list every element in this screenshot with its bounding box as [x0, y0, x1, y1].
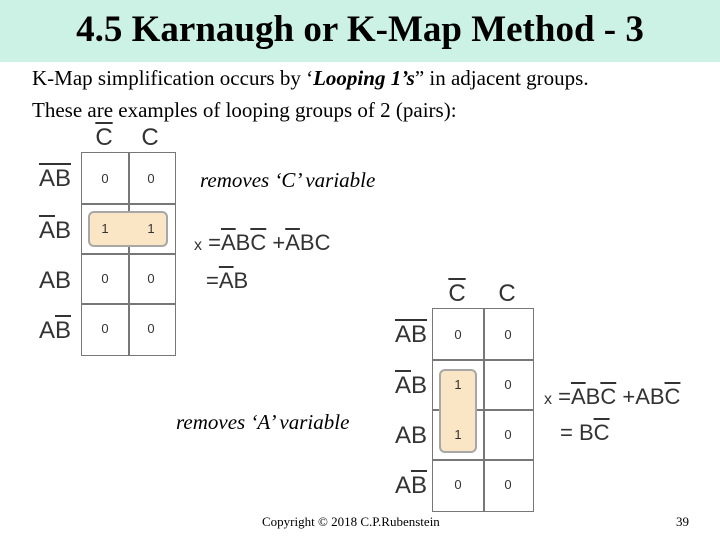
kmap-1-row-label-2: $\overline{A}B$: [38, 217, 72, 244]
kmap-1-row-label-4: $A\overline{B}$: [38, 317, 72, 344]
kmap-1-cell: 0: [101, 320, 109, 336]
page-number: 39: [676, 514, 689, 529]
kmap-1-row-label-3: AB: [38, 267, 71, 294]
kmap-1: [34, 124, 364, 364]
kmap-1-cell: 0: [147, 320, 155, 336]
kmap-2-cell: 0: [504, 376, 512, 392]
kmap-2-expression-1: $x =\overline{A}B\overline{C} +AB\overline{C}$: [544, 384, 681, 409]
kmap-2-cell: 1: [454, 426, 462, 442]
kmap-2-cell: 1: [454, 376, 462, 392]
kmap-2-row-label-3: AB: [394, 422, 427, 449]
kmap-1-cell: 0: [101, 170, 109, 186]
slide-title: 4.5 Karnaugh or K-Map Method - 3: [76, 9, 644, 50]
intro-line-1-emphasis: Looping 1’s: [313, 66, 415, 90]
intro-line-1-suffix: ” in adjacent groups.: [414, 66, 589, 90]
intro-line-1: [32, 66, 589, 91]
kmap-1-cell: 0: [147, 170, 155, 186]
kmap-2-cell: 0: [504, 326, 512, 342]
kmap-1-cell: 0: [147, 270, 155, 286]
kmap-1-cell: 0: [101, 270, 109, 286]
kmap-1-col-label-2: C: [141, 124, 159, 151]
intro-line-2: These are examples of looping groups of 2 (pairs):: [32, 98, 457, 122]
kmap-2-cell: 0: [504, 426, 512, 442]
kmap-1-grid: [81, 152, 176, 356]
kmap-2-row-label-4: $A\overline{B}$: [394, 472, 428, 499]
kmap-2-cell: 0: [454, 476, 462, 492]
kmap-2-cell: 0: [504, 476, 512, 492]
kmap-1-cell: 1: [101, 220, 109, 236]
kmap-2: [392, 280, 712, 512]
copyright-footer: Copyright © 2018 C.P.Rubenstein: [262, 514, 440, 529]
kmap-1-note: removes ‘C’ variable: [200, 168, 376, 192]
kmap-1-expression-2: $=\overline{A}B$: [206, 268, 249, 293]
kmap-2-row-label-2: $\overline{A}B$: [394, 372, 428, 399]
kmap-2-grid: [432, 308, 534, 512]
kmap-2-row-label-1: $\overline{A}\overline{B}$: [394, 321, 428, 348]
kmap-1-row-label-1: $\overline{A}\overline{B}$: [38, 165, 72, 192]
kmap-1-expression-1: $x =\overline{A}B\overline{C} +\overline{A}BC$: [194, 230, 331, 255]
kmap-2-col-label-1: $\overline{C}$: [448, 280, 466, 307]
kmap-2-note: removes ‘A’ variable: [176, 410, 350, 434]
kmap-2-col-label-2: C: [498, 280, 516, 307]
kmap-1-cell: 1: [147, 220, 155, 236]
kmap-1-col-label-1: $\overline{C}$: [95, 124, 113, 151]
kmap-2-cell: 0: [454, 326, 462, 342]
kmap-2-expression-2: = $B\overline{C}$: [560, 420, 610, 445]
intro-line-1-prefix: K-Map simplification occurs by ‘: [32, 66, 314, 90]
